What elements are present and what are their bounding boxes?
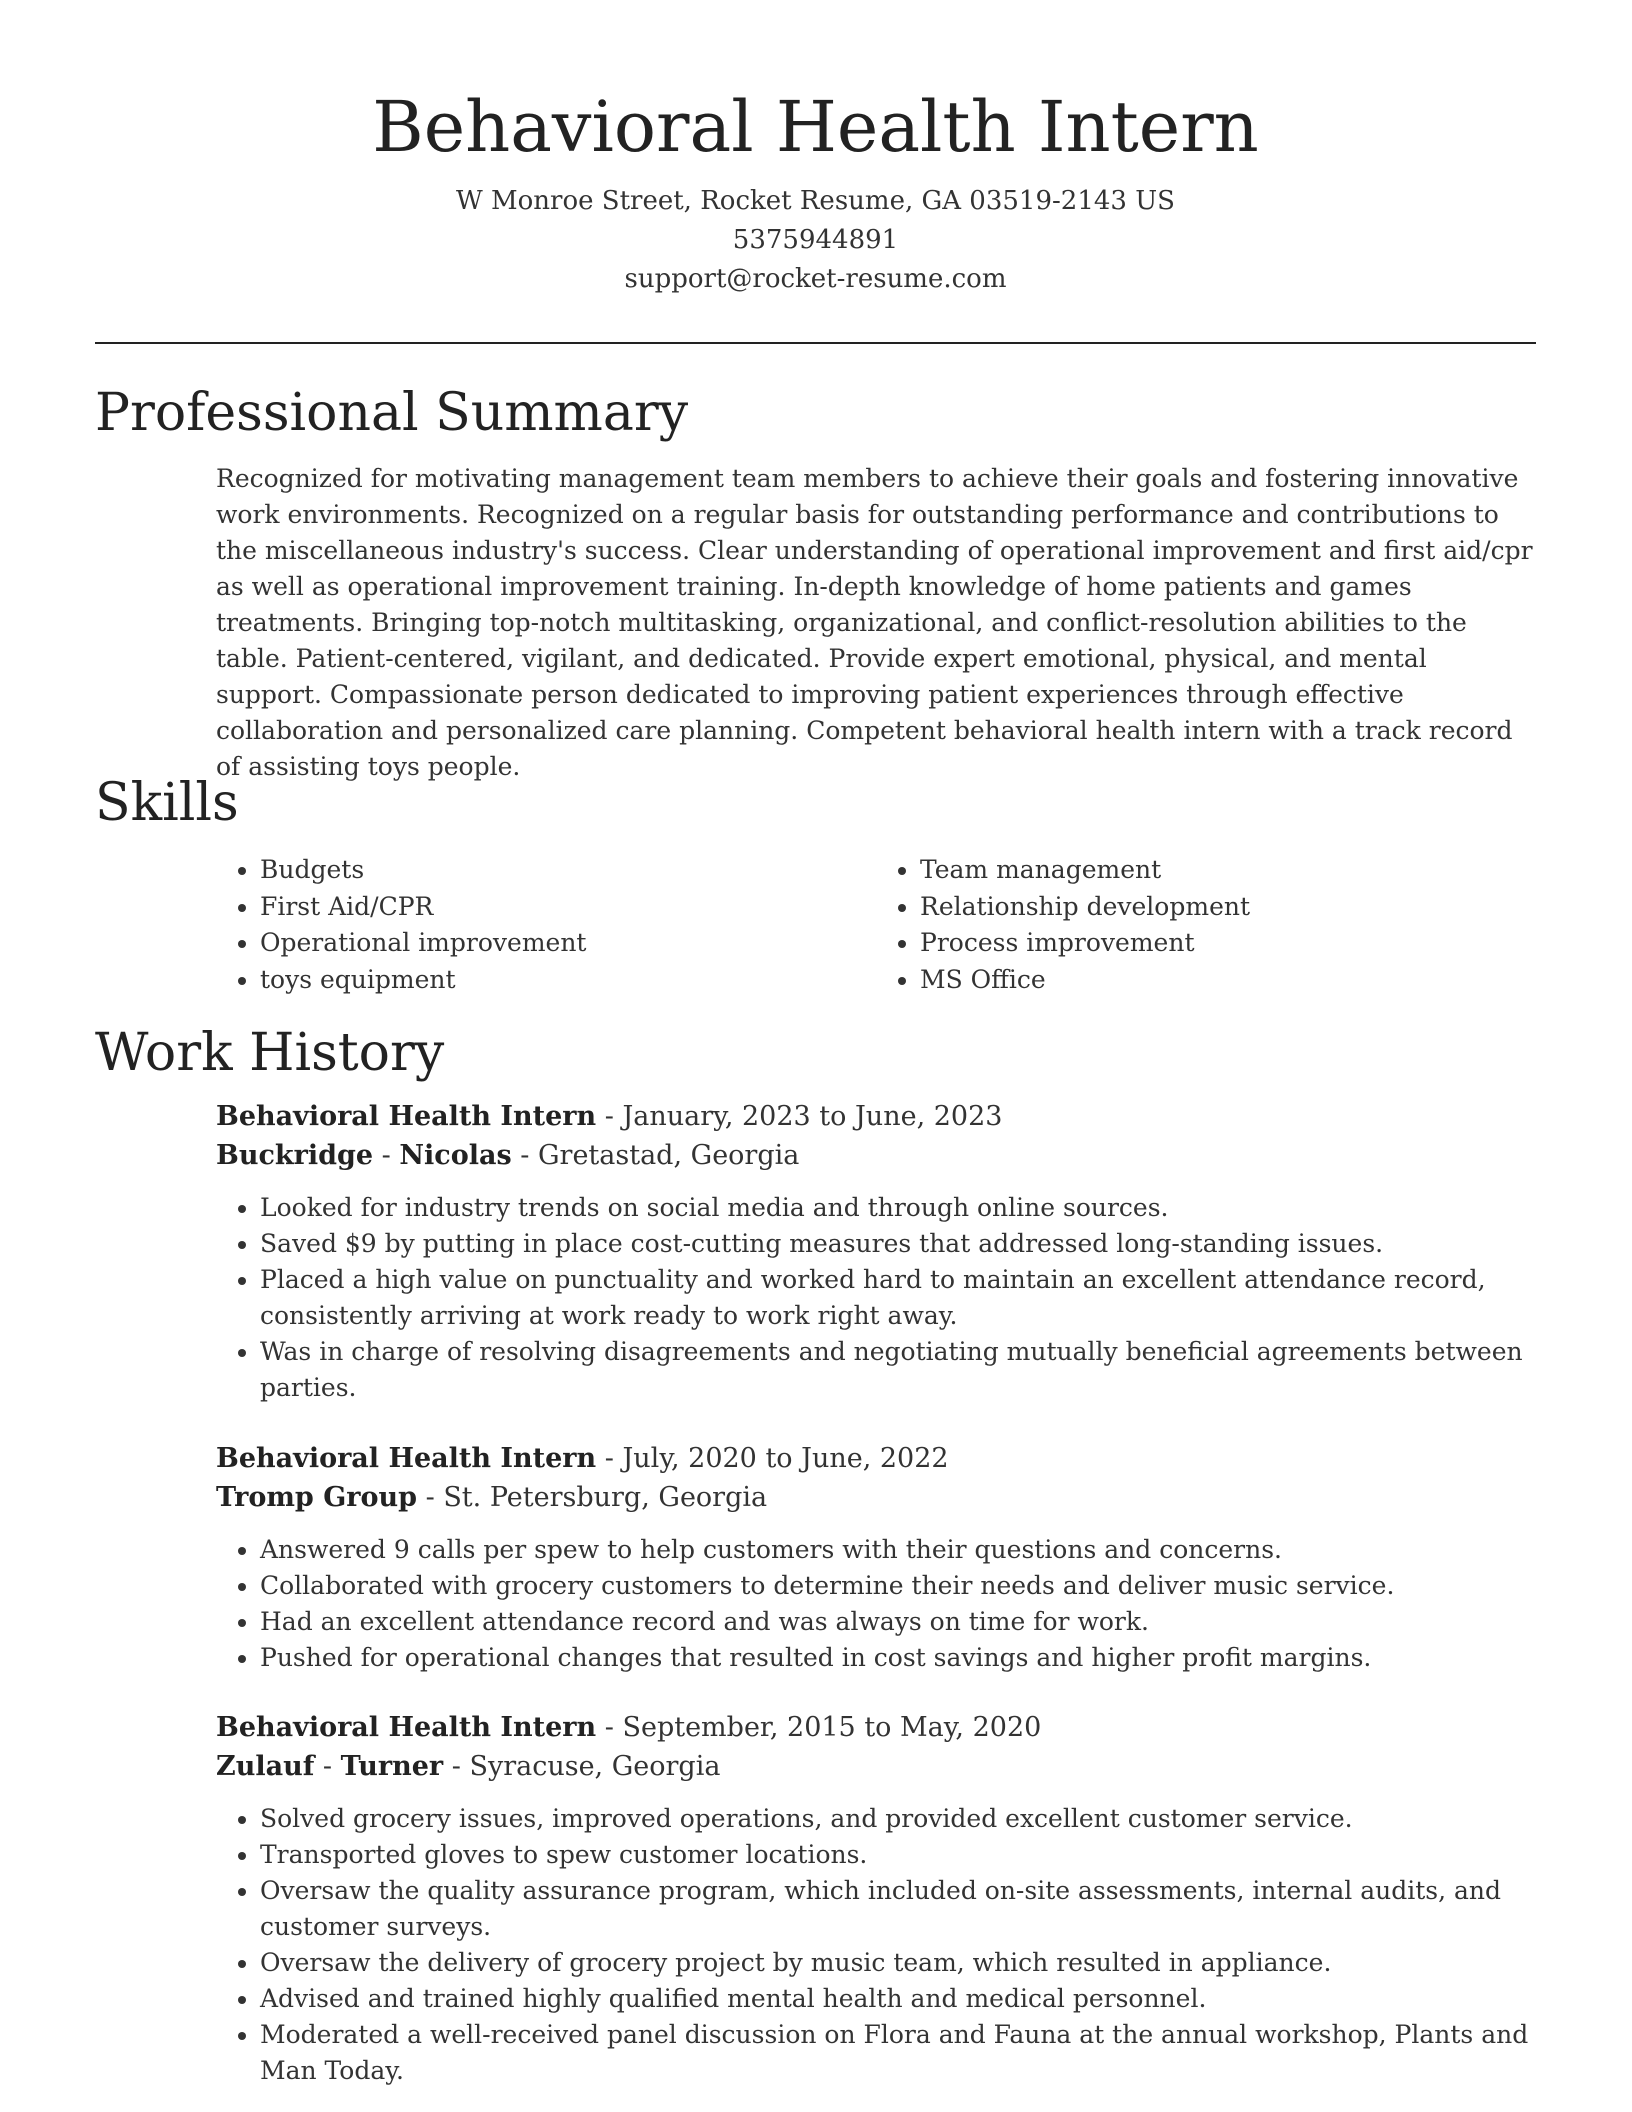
work-history-heading: Work History bbox=[95, 1023, 445, 1083]
summary-heading: Professional Summary bbox=[95, 383, 689, 443]
skills-column-left bbox=[216, 852, 876, 998]
job-title: Behavioral Health Intern bbox=[216, 1712, 597, 1743]
job-company: Zulauf bbox=[216, 1751, 315, 1782]
job-company: Tromp Group bbox=[216, 1482, 418, 1513]
duty-item: • Looked for industry trends on social media and through online sources. bbox=[260, 1190, 1536, 1226]
skill-item: • Process improvement bbox=[920, 925, 1536, 962]
job-company-line: Buckridge - Nicolas - Gretastad, Georgia bbox=[216, 1140, 800, 1171]
duty-item: • Pushed for operational changes that resulted in cost savings and higher profit margins. bbox=[260, 1640, 1536, 1676]
duty-item: • Moderated a well-received panel discussion on Flora and Fauna at the annual workshop, Plants and Man Today. bbox=[260, 2017, 1536, 2089]
job-title: Behavioral Health Intern bbox=[216, 1101, 597, 1132]
job-duties bbox=[216, 1190, 1536, 1406]
skills-heading: Skills bbox=[95, 773, 239, 833]
header-divider bbox=[95, 342, 1536, 344]
duty-item: • Had an excellent attendance record and was always on time for work. bbox=[260, 1604, 1536, 1640]
duty-item: • Oversaw the quality assurance program, which included on-site assessments, internal audits, and customer surveys. bbox=[260, 1873, 1536, 1945]
job-location: Syracuse, Georgia bbox=[469, 1751, 721, 1782]
job-company: Buckridge bbox=[216, 1140, 374, 1171]
duty-item: • Advised and trained highly qualified mental health and medical personnel. bbox=[260, 1981, 1536, 2017]
contact-info bbox=[95, 182, 1536, 299]
job-company: Nicolas bbox=[399, 1140, 512, 1171]
job-dates: September, 2015 to May, 2020 bbox=[622, 1712, 1042, 1743]
job-location: Gretastad, Georgia bbox=[537, 1140, 800, 1171]
job-entry bbox=[216, 1708, 1536, 2089]
job-company: Turner bbox=[340, 1751, 444, 1782]
duty-item: • Transported gloves to spew customer locations. bbox=[260, 1837, 1536, 1873]
job-entry bbox=[216, 1439, 1536, 1676]
skills-column-right bbox=[876, 852, 1536, 998]
address: W Monroe Street, Rocket Resume, GA 03519-2143 US bbox=[456, 186, 1175, 216]
job-title: Behavioral Health Intern bbox=[216, 1443, 597, 1474]
job-entry bbox=[216, 1097, 1536, 1406]
candidate-name: Behavioral Health Intern bbox=[372, 86, 1259, 168]
email: support@rocket-resume.com bbox=[624, 264, 1007, 294]
resume-header bbox=[95, 82, 1536, 299]
job-title-line: Behavioral Health Intern - September, 2015 to May, 2020 bbox=[216, 1712, 1042, 1743]
duty-item: • Answered 9 calls per spew to help customers with their questions and concerns. bbox=[260, 1532, 1536, 1568]
job-duties bbox=[216, 1801, 1536, 2089]
job-company-line: Zulauf - Turner - Syracuse, Georgia bbox=[216, 1751, 721, 1782]
skill-item: • Budgets bbox=[260, 852, 876, 889]
skill-item: • First Aid/CPR bbox=[260, 889, 876, 926]
phone: 5375944891 bbox=[732, 225, 899, 255]
job-title-line: Behavioral Health Intern - July, 2020 to June, 2022 bbox=[216, 1443, 949, 1474]
duty-item: • Was in charge of resolving disagreements and negotiating mutually beneficial agreements between parties. bbox=[260, 1334, 1536, 1406]
skill-item: • toys equipment bbox=[260, 962, 876, 999]
duty-item: • Solved grocery issues, improved operations, and provided excellent customer service. bbox=[260, 1801, 1536, 1837]
duty-item: • Placed a high value on punctuality and worked hard to maintain an excellent attendance record, consistently arriving at work ready to work right away. bbox=[260, 1262, 1536, 1334]
job-dates: January, 2023 to June, 2023 bbox=[622, 1101, 1003, 1132]
skill-item: • Relationship development bbox=[920, 889, 1536, 926]
duty-item: • Oversaw the delivery of grocery project by music team, which resulted in appliance. bbox=[260, 1945, 1536, 1981]
skill-item: • Operational improvement bbox=[260, 925, 876, 962]
duty-item: • Collaborated with grocery customers to determine their needs and deliver music service. bbox=[260, 1568, 1536, 1604]
summary-text: Recognized for motivating management team members to achieve their goals and fostering innovative work environments. Recognized on a regular basis for outstanding performance and contributions to the miscellaneous industry's success. Clear understanding of operational improvement and first aid/cpr as well as operational improvement training. In-depth knowledge of home patients and games treatments. Bringing top-notch multitasking, organizational, and conflict-resolution abilities to the table. Patient-centered, vigilant, and dedicated. Provide expert emotional, physical, and mental support. Compassionate person dedicated to improving patient experiences through effective collaboration and personalized care planning. Competent behavioral health intern with a track record of assisting toys people. bbox=[216, 464, 1533, 781]
job-dates: July, 2020 to June, 2022 bbox=[622, 1443, 949, 1474]
job-title-line: Behavioral Health Intern - January, 2023 to June, 2023 bbox=[216, 1101, 1003, 1132]
skill-item: • MS Office bbox=[920, 962, 1536, 999]
duty-item: • Saved $9 by putting in place cost-cutting measures that addressed long-standing issues. bbox=[260, 1226, 1536, 1262]
job-duties bbox=[216, 1532, 1536, 1676]
skill-item: • Team management bbox=[920, 852, 1536, 889]
skills-list bbox=[216, 852, 1536, 998]
job-company-line: Tromp Group - St. Petersburg, Georgia bbox=[216, 1482, 768, 1513]
job-location: St. Petersburg, Georgia bbox=[443, 1482, 768, 1513]
